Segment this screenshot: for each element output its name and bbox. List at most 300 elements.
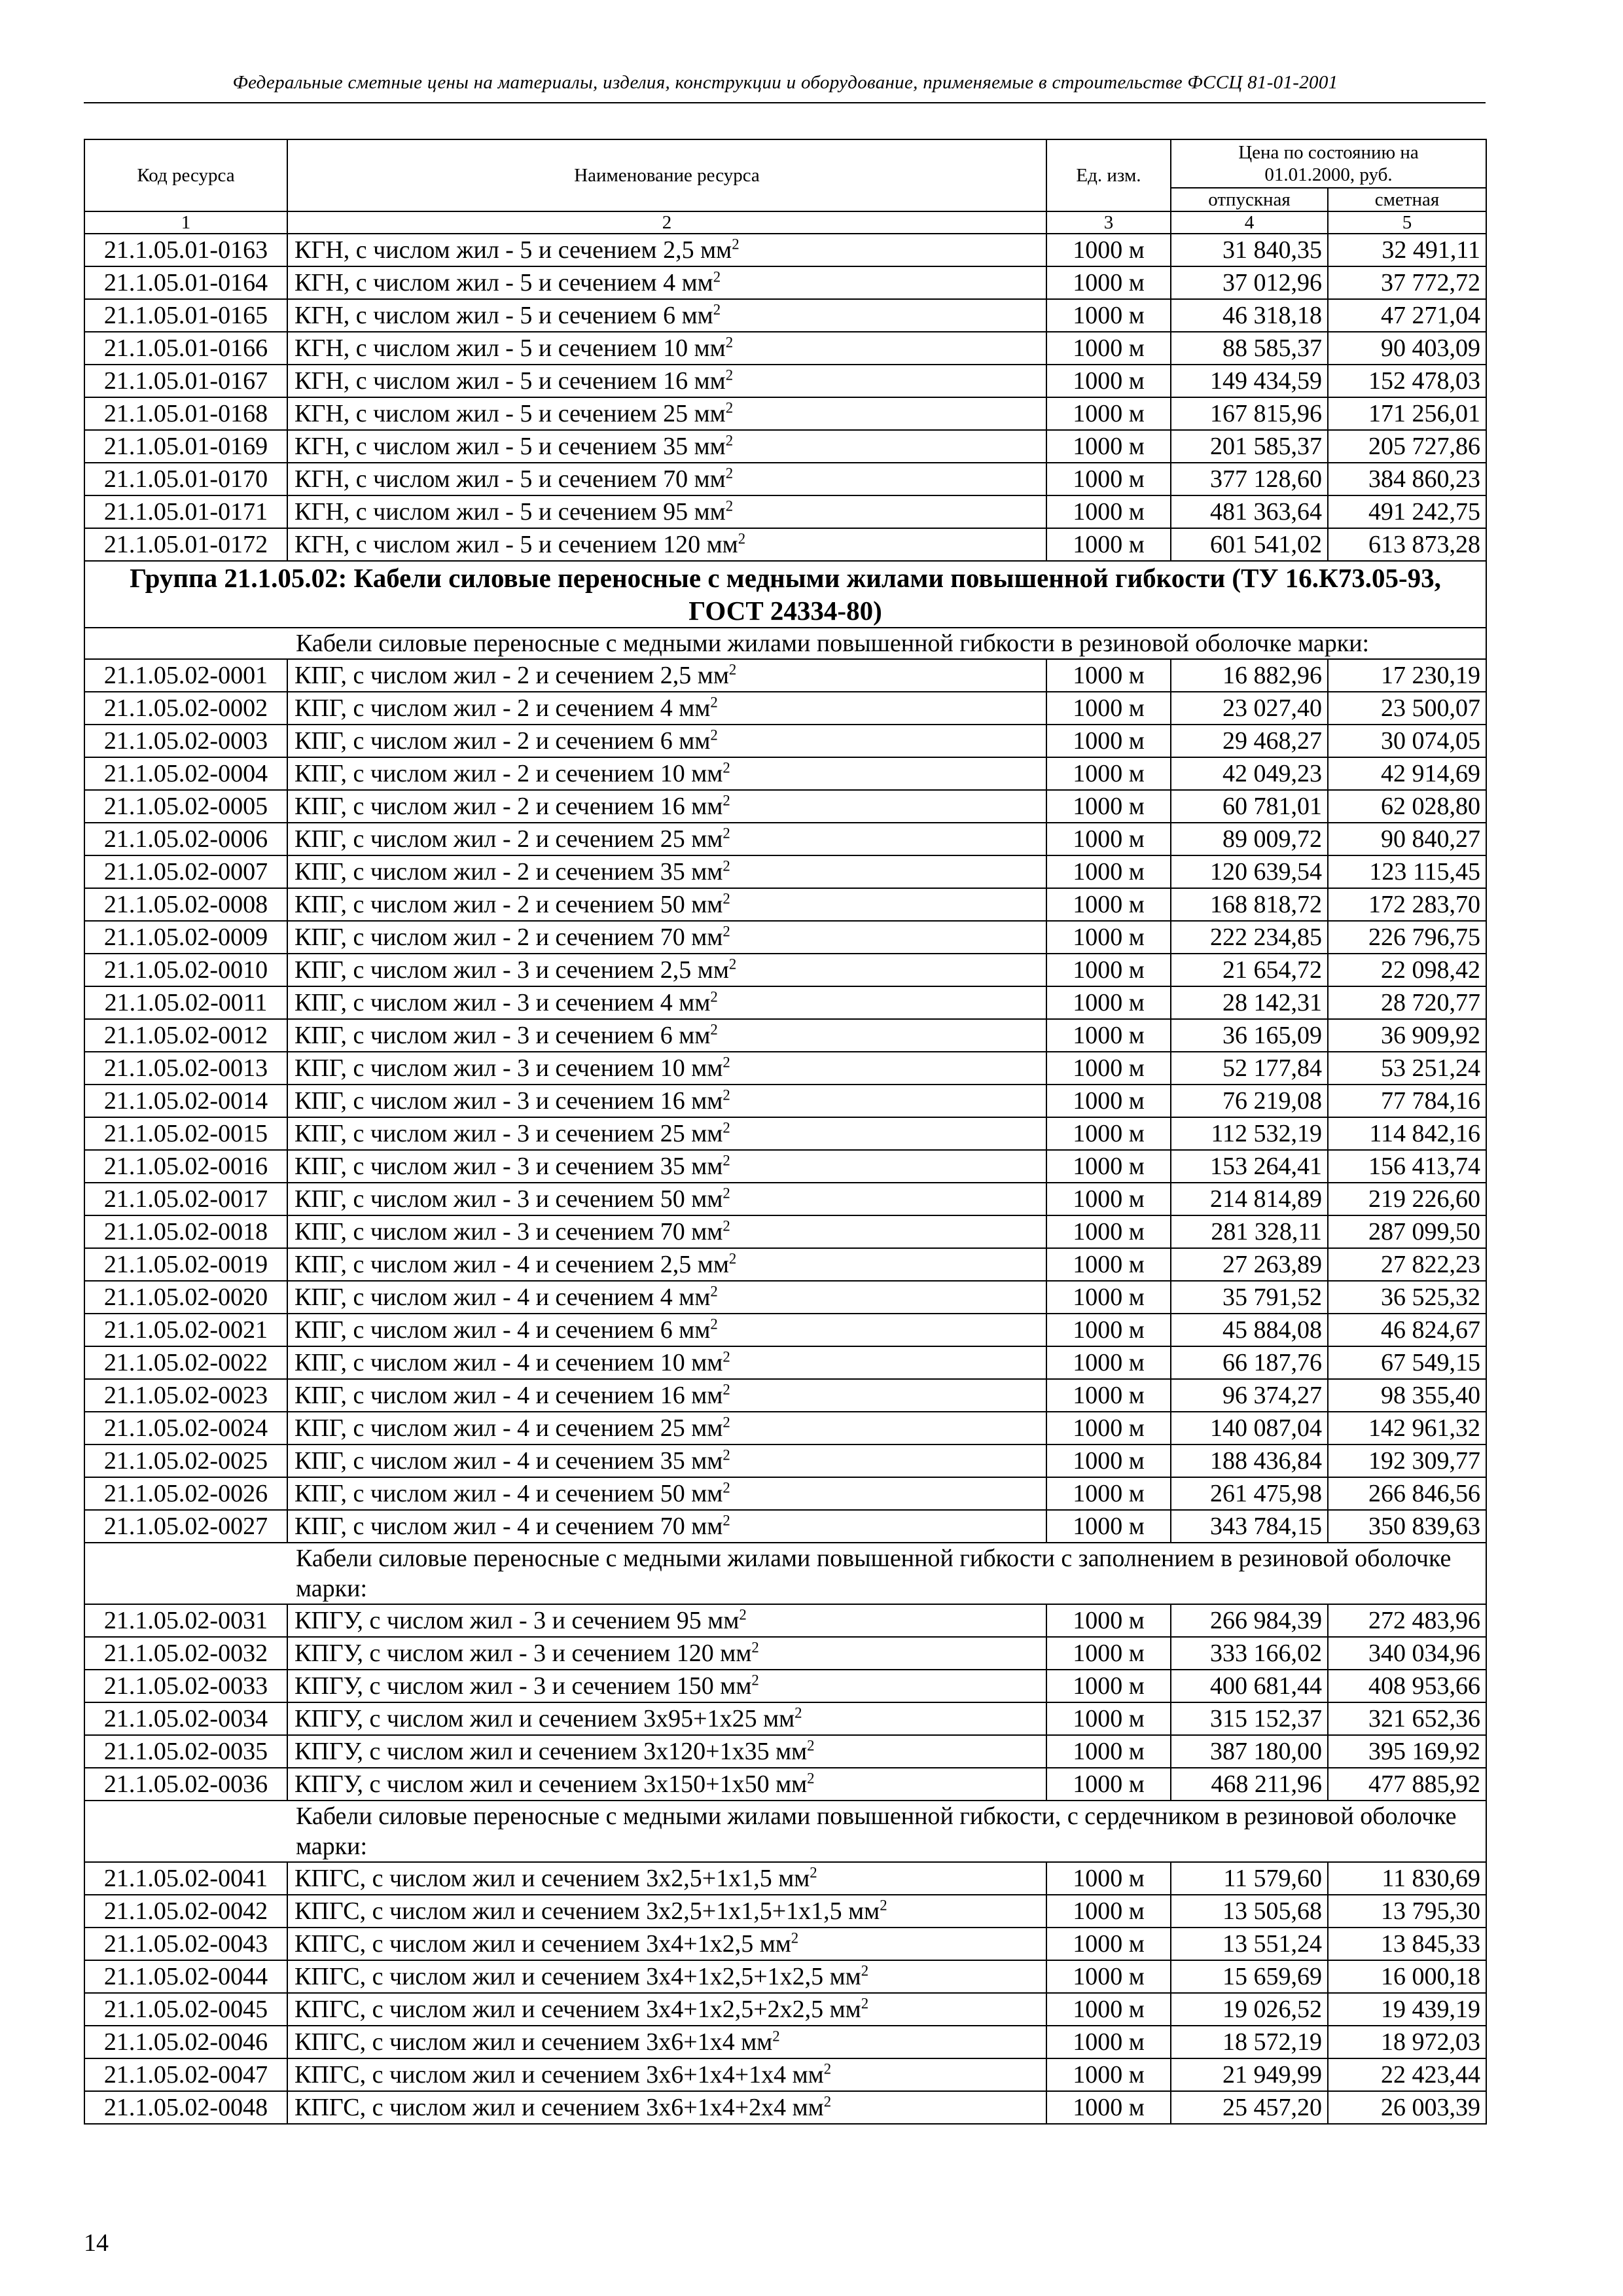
resource-code: 21.1.05.02-0004 (84, 757, 287, 790)
unit: 1000 м (1046, 1412, 1171, 1444)
resource-name (287, 528, 1046, 561)
resource-name (287, 495, 1046, 528)
unit: 1000 м (1046, 1346, 1171, 1379)
resource-name (287, 397, 1046, 430)
resource-name (287, 1670, 1046, 1702)
release-price: 88 585,37 (1171, 332, 1328, 365)
unit: 1000 м (1046, 332, 1171, 365)
table-row (84, 1150, 1486, 1183)
subgroup-title: Кабели силовые переносные с медными жилами повышенной гибкости, с сердечником в резиновой оболочке марки: (84, 1801, 1486, 1862)
resource-code: 21.1.05.02-0026 (84, 1477, 287, 1510)
resource-code: 21.1.05.02-0022 (84, 1346, 287, 1379)
unit-superscript: 2 (722, 1217, 730, 1234)
unit-superscript: 2 (725, 334, 734, 351)
resource-name-text: КПГУ, с числом жил и сечением 3х95+1х25 мм (294, 1705, 795, 1732)
unit: 1000 м (1046, 2058, 1171, 2091)
release-price: 15 659,69 (1171, 1960, 1328, 1993)
table-row (84, 790, 1486, 823)
release-price: 21 654,72 (1171, 954, 1328, 986)
unit-superscript: 2 (728, 661, 737, 678)
table-row (84, 1412, 1486, 1444)
resource-name (287, 1768, 1046, 1801)
unit: 1000 м (1046, 234, 1171, 266)
resource-name-text: КПГ, с числом жил - 2 и сечением 2,5 мм (294, 662, 729, 689)
resource-name-text: КПГС, с числом жил и сечением 3х6+1х4+2х4 мм (294, 2094, 824, 2121)
resource-name-text: КПГ, с числом жил - 2 и сечением 50 мм (294, 891, 723, 918)
unit-superscript: 2 (713, 268, 721, 285)
resource-code: 21.1.05.02-0013 (84, 1052, 287, 1085)
resource-code: 21.1.05.01-0168 (84, 397, 287, 430)
resource-code: 21.1.05.02-0046 (84, 2026, 287, 2058)
resource-code: 21.1.05.02-0002 (84, 692, 287, 725)
unit-superscript: 2 (710, 1316, 718, 1333)
unit-superscript: 2 (722, 923, 730, 940)
unit: 1000 м (1046, 1510, 1171, 1543)
table-row (84, 823, 1486, 855)
release-price: 11 579,60 (1171, 1862, 1328, 1895)
header-name: Наименование ресурса (287, 139, 1046, 211)
unit: 1000 м (1046, 921, 1171, 954)
unit-superscript: 2 (722, 759, 730, 776)
estimate-price: 22 098,42 (1328, 954, 1486, 986)
table-row (84, 1215, 1486, 1248)
resource-code: 21.1.05.02-0018 (84, 1215, 287, 1248)
column-number: 1 (84, 211, 287, 234)
release-price: 13 505,68 (1171, 1895, 1328, 1928)
unit: 1000 м (1046, 1052, 1171, 1085)
resource-code: 21.1.05.02-0016 (84, 1150, 287, 1183)
column-number: 3 (1046, 211, 1171, 234)
release-price: 45 884,08 (1171, 1314, 1328, 1346)
table-row (84, 1085, 1486, 1117)
unit-superscript: 2 (732, 236, 740, 253)
unit: 1000 м (1046, 495, 1171, 528)
resource-name (287, 921, 1046, 954)
resource-name (287, 299, 1046, 332)
resource-name (287, 1117, 1046, 1150)
release-price: 343 784,15 (1171, 1510, 1328, 1543)
table-row (84, 1248, 1486, 1281)
unit-superscript: 2 (751, 1672, 759, 1689)
unit-superscript: 2 (710, 694, 718, 711)
unit-superscript: 2 (772, 2028, 780, 2045)
resource-code: 21.1.05.02-0005 (84, 790, 287, 823)
release-price: 214 814,89 (1171, 1183, 1328, 1215)
resource-name (287, 1960, 1046, 1993)
table-row (84, 234, 1486, 266)
release-price: 66 187,76 (1171, 1346, 1328, 1379)
column-number: 5 (1328, 211, 1486, 234)
unit-superscript: 2 (722, 1119, 730, 1136)
estimate-price: 67 549,15 (1328, 1346, 1486, 1379)
resource-code: 21.1.05.01-0171 (84, 495, 287, 528)
resource-code: 21.1.05.01-0165 (84, 299, 287, 332)
unit: 1000 м (1046, 1150, 1171, 1183)
resource-code: 21.1.05.01-0167 (84, 365, 287, 397)
resource-code: 21.1.05.01-0166 (84, 332, 287, 365)
unit: 1000 м (1046, 986, 1171, 1019)
resource-name (287, 1862, 1046, 1895)
unit-superscript: 2 (722, 1381, 730, 1398)
estimate-price: 42 914,69 (1328, 757, 1486, 790)
resource-name-text: КПГ, с числом жил - 3 и сечением 10 мм (294, 1054, 723, 1082)
release-price: 18 572,19 (1171, 2026, 1328, 2058)
resource-name-text: КПГ, с числом жил - 3 и сечением 4 мм (294, 989, 711, 1016)
resource-name (287, 757, 1046, 790)
unit: 1000 м (1046, 1248, 1171, 1281)
resource-name-text: КПГ, с числом жил - 2 и сечением 6 мм (294, 727, 711, 755)
resource-code: 21.1.05.02-0036 (84, 1768, 287, 1801)
unit: 1000 м (1046, 757, 1171, 790)
unit: 1000 м (1046, 266, 1171, 299)
estimate-price: 321 652,36 (1328, 1702, 1486, 1735)
table-row (84, 430, 1486, 463)
release-price: 29 468,27 (1171, 725, 1328, 757)
resource-code: 21.1.05.02-0003 (84, 725, 287, 757)
estimate-price: 90 403,09 (1328, 332, 1486, 365)
resource-name (287, 1314, 1046, 1346)
resource-code: 21.1.05.02-0023 (84, 1379, 287, 1412)
estimate-price: 123 115,45 (1328, 855, 1486, 888)
unit: 1000 м (1046, 1895, 1171, 1928)
unit-superscript: 2 (710, 988, 718, 1005)
unit: 1000 м (1046, 790, 1171, 823)
resource-code: 21.1.05.02-0012 (84, 1019, 287, 1052)
resource-code: 21.1.05.02-0014 (84, 1085, 287, 1117)
estimate-price: 11 830,69 (1328, 1862, 1486, 1895)
unit-superscript: 2 (722, 1086, 730, 1103)
unit-superscript: 2 (794, 1704, 802, 1721)
resource-name (287, 1637, 1046, 1670)
release-price: 333 166,02 (1171, 1637, 1328, 1670)
unit-superscript: 2 (722, 1348, 730, 1365)
resource-name (287, 1379, 1046, 1412)
resource-code: 21.1.05.01-0172 (84, 528, 287, 561)
unit-superscript: 2 (722, 1185, 730, 1202)
estimate-price: 27 822,23 (1328, 1248, 1486, 1281)
unit-superscript: 2 (739, 1606, 747, 1623)
unit-superscript: 2 (823, 2093, 832, 2110)
unit-superscript: 2 (725, 367, 734, 384)
estimate-price: 156 413,74 (1328, 1150, 1486, 1183)
resource-code: 21.1.05.02-0031 (84, 1604, 287, 1637)
resource-name-text: КПГС, с числом жил и сечением 3х2,5+1х1,5 мм (294, 1865, 810, 1892)
unit: 1000 м (1046, 725, 1171, 757)
estimate-price: 36 909,92 (1328, 1019, 1486, 1052)
table-row (84, 332, 1486, 365)
estimate-price: 13 845,33 (1328, 1928, 1486, 1960)
resource-code: 21.1.05.02-0009 (84, 921, 287, 954)
resource-name-text: КПГУ, с числом жил и сечением 3х150+1х50 мм (294, 1770, 808, 1798)
release-price: 28 142,31 (1171, 986, 1328, 1019)
release-price: 468 211,96 (1171, 1768, 1328, 1801)
estimate-price: 17 230,19 (1328, 659, 1486, 692)
estimate-price: 30 074,05 (1328, 725, 1486, 757)
resource-code: 21.1.05.02-0019 (84, 1248, 287, 1281)
resource-name-text: КПГ, с числом жил - 3 и сечением 35 мм (294, 1153, 723, 1180)
resource-code: 21.1.05.02-0001 (84, 659, 287, 692)
resource-name-text: КПГ, с числом жил - 2 и сечением 25 мм (294, 825, 723, 853)
table-row (84, 888, 1486, 921)
table-row (84, 1314, 1486, 1346)
resource-name (287, 1085, 1046, 1117)
unit-superscript: 2 (725, 432, 734, 449)
table-row (84, 1052, 1486, 1085)
estimate-price: 32 491,11 (1328, 234, 1486, 266)
table-row (84, 299, 1486, 332)
release-price: 481 363,64 (1171, 495, 1328, 528)
column-number: 2 (287, 211, 1046, 234)
resource-name (287, 332, 1046, 365)
release-price: 13 551,24 (1171, 1928, 1328, 1960)
estimate-price: 384 860,23 (1328, 463, 1486, 495)
subgroup-row (84, 1801, 1486, 1862)
resource-name-text: КПГ, с числом жил - 3 и сечением 25 мм (294, 1120, 723, 1147)
unit-superscript: 2 (751, 1639, 759, 1656)
unit-superscript: 2 (722, 890, 730, 907)
estimate-price: 219 226,60 (1328, 1183, 1486, 1215)
resource-name-text: КПГС, с числом жил и сечением 3х4+1х2,5 мм (294, 1930, 791, 1958)
unit: 1000 м (1046, 692, 1171, 725)
unit-superscript: 2 (722, 1414, 730, 1431)
table-row (84, 266, 1486, 299)
price-table (84, 139, 1487, 2125)
estimate-price: 171 256,01 (1328, 397, 1486, 430)
resource-name-text: КГН, с числом жил - 5 и сечением 120 мм (294, 531, 738, 558)
resource-code: 21.1.05.02-0027 (84, 1510, 287, 1543)
group-title: Группа 21.1.05.02: Кабели силовые переносные с медными жилами повышенной гибкости (ТУ 16.К73.05-93, ГОСТ 24334-80) (84, 561, 1486, 628)
table-row (84, 1928, 1486, 1960)
estimate-price: 16 000,18 (1328, 1960, 1486, 1993)
resource-name-text: КПГ, с числом жил - 4 и сечением 6 мм (294, 1316, 711, 1344)
estimate-price: 477 885,92 (1328, 1768, 1486, 1801)
unit: 1000 м (1046, 430, 1171, 463)
table-row (84, 1346, 1486, 1379)
resource-name (287, 1150, 1046, 1183)
resource-name (287, 2058, 1046, 2091)
release-price: 261 475,98 (1171, 1477, 1328, 1510)
unit-superscript: 2 (725, 497, 734, 514)
resource-name-text: КГН, с числом жил - 5 и сечением 16 мм (294, 367, 726, 395)
release-price: 96 374,27 (1171, 1379, 1328, 1412)
resource-code: 21.1.05.02-0048 (84, 2091, 287, 2124)
release-price: 140 087,04 (1171, 1412, 1328, 1444)
header-rule (84, 102, 1486, 103)
unit: 1000 м (1046, 1993, 1171, 2026)
release-price: 27 263,89 (1171, 1248, 1328, 1281)
estimate-price: 192 309,77 (1328, 1444, 1486, 1477)
resource-name (287, 986, 1046, 1019)
resource-name-text: КГН, с числом жил - 5 и сечением 10 мм (294, 334, 726, 362)
subgroup-row (84, 628, 1486, 659)
unit: 1000 м (1046, 2091, 1171, 2124)
table-row (84, 1993, 1486, 2026)
release-price: 35 791,52 (1171, 1281, 1328, 1314)
resource-name-text: КПГС, с числом жил и сечением 3х4+1х2,5+2х2,5 мм (294, 1996, 861, 2023)
resource-name-text: КГН, с числом жил - 5 и сечением 25 мм (294, 400, 726, 427)
estimate-price: 205 727,86 (1328, 430, 1486, 463)
resource-name-text: КПГ, с числом жил - 3 и сечением 70 мм (294, 1218, 723, 1246)
resource-name-text: КПГ, с числом жил - 4 и сечением 50 мм (294, 1480, 723, 1507)
resource-code: 21.1.05.02-0034 (84, 1702, 287, 1735)
unit: 1000 м (1046, 1085, 1171, 1117)
table-row (84, 2026, 1486, 2058)
resource-code: 21.1.05.02-0033 (84, 1670, 287, 1702)
estimate-price: 287 099,50 (1328, 1215, 1486, 1248)
resource-name-text: КПГС, с числом жил и сечением 3х6+1х4+1х4 мм (294, 2061, 824, 2089)
release-price: 281 328,11 (1171, 1215, 1328, 1248)
release-price: 315 152,37 (1171, 1702, 1328, 1735)
resource-name (287, 1248, 1046, 1281)
subgroup-row (84, 1543, 1486, 1604)
release-price: 266 984,39 (1171, 1604, 1328, 1637)
resource-name-text: КПГС, с числом жил и сечением 3х2,5+1х1,5+1х1,5 мм (294, 1897, 880, 1925)
resource-code: 21.1.05.01-0170 (84, 463, 287, 495)
header-unit: Ед. изм. (1046, 139, 1171, 211)
resource-name (287, 954, 1046, 986)
unit: 1000 м (1046, 463, 1171, 495)
resource-code: 21.1.05.02-0042 (84, 1895, 287, 1928)
release-price: 21 949,99 (1171, 2058, 1328, 2091)
resource-code: 21.1.05.02-0047 (84, 2058, 287, 2091)
table-row (84, 855, 1486, 888)
resource-name (287, 1215, 1046, 1248)
release-price: 16 882,96 (1171, 659, 1328, 692)
unit: 1000 м (1046, 1862, 1171, 1895)
unit: 1000 м (1046, 1702, 1171, 1735)
resource-code: 21.1.05.02-0010 (84, 954, 287, 986)
table-row (84, 954, 1486, 986)
unit-superscript: 2 (722, 1054, 730, 1071)
resource-name-text: КПГ, с числом жил - 4 и сечением 10 мм (294, 1349, 723, 1376)
table-row (84, 757, 1486, 790)
unit-superscript: 2 (728, 956, 737, 973)
resource-name-text: КПГУ, с числом жил - 3 и сечением 95 мм (294, 1607, 740, 1634)
release-price: 153 264,41 (1171, 1150, 1328, 1183)
unit: 1000 м (1046, 1183, 1171, 1215)
table-header-row (84, 139, 1486, 188)
estimate-price: 613 873,28 (1328, 528, 1486, 561)
table-row (84, 1862, 1486, 1895)
estimate-price: 90 840,27 (1328, 823, 1486, 855)
resource-name-text: КПГ, с числом жил - 3 и сечением 16 мм (294, 1087, 723, 1115)
resource-name (287, 790, 1046, 823)
unit-superscript: 2 (722, 1446, 730, 1463)
table-row (84, 1281, 1486, 1314)
unit: 1000 м (1046, 1215, 1171, 1248)
table-row (84, 1960, 1486, 1993)
running-header: Федеральные сметные цены на материалы, изделия, конструкции и оборудование, применяемые в строительстве ФССЦ 81-01-2001 (232, 72, 1338, 93)
table-row (84, 659, 1486, 692)
resource-name-text: КПГ, с числом жил - 4 и сечением 35 мм (294, 1447, 723, 1475)
resource-name (287, 855, 1046, 888)
resource-name (287, 266, 1046, 299)
resource-name-text: КПГ, с числом жил - 3 и сечением 2,5 мм (294, 956, 729, 984)
estimate-price: 408 953,66 (1328, 1670, 1486, 1702)
unit-superscript: 2 (722, 792, 730, 809)
unit: 1000 м (1046, 528, 1171, 561)
unit-superscript: 2 (722, 1479, 730, 1496)
header-code: Код ресурса (84, 139, 287, 211)
resource-code: 21.1.05.02-0017 (84, 1183, 287, 1215)
resource-code: 21.1.05.02-0041 (84, 1862, 287, 1895)
unit: 1000 м (1046, 823, 1171, 855)
resource-name-text: КПГ, с числом жил - 3 и сечением 50 мм (294, 1185, 723, 1213)
resource-name-text: КПГ, с числом жил - 4 и сечением 4 мм (294, 1283, 711, 1311)
group-heading-row (84, 561, 1486, 628)
estimate-price: 19 439,19 (1328, 1993, 1486, 2026)
table-row (84, 1019, 1486, 1052)
table-row (84, 2058, 1486, 2091)
release-price: 76 219,08 (1171, 1085, 1328, 1117)
estimate-price: 491 242,75 (1328, 495, 1486, 528)
unit-superscript: 2 (880, 1897, 887, 1914)
table-row (84, 1735, 1486, 1768)
resource-name-text: КПГ, с числом жил - 2 и сечением 16 мм (294, 793, 723, 820)
resource-name (287, 1281, 1046, 1314)
estimate-price: 62 028,80 (1328, 790, 1486, 823)
unit-superscript: 2 (807, 1737, 815, 1754)
resource-code: 21.1.05.02-0025 (84, 1444, 287, 1477)
release-price: 167 815,96 (1171, 397, 1328, 430)
unit: 1000 м (1046, 1314, 1171, 1346)
table-row (84, 1702, 1486, 1735)
resource-name (287, 463, 1046, 495)
table-row (84, 1637, 1486, 1670)
subgroup-title: Кабели силовые переносные с медными жилами повышенной гибкости в резиновой оболочке марки: (84, 628, 1486, 659)
release-price: 377 128,60 (1171, 463, 1328, 495)
resource-name-text: КПГ, с числом жил - 4 и сечением 25 мм (294, 1414, 723, 1442)
release-price: 149 434,59 (1171, 365, 1328, 397)
resource-name (287, 1052, 1046, 1085)
unit: 1000 м (1046, 1735, 1171, 1768)
release-price: 36 165,09 (1171, 1019, 1328, 1052)
estimate-price: 142 961,32 (1328, 1412, 1486, 1444)
resource-code: 21.1.05.02-0021 (84, 1314, 287, 1346)
resource-name (287, 1346, 1046, 1379)
release-price: 601 541,02 (1171, 528, 1328, 561)
resource-name-text: КПГ, с числом жил - 4 и сечением 16 мм (294, 1382, 723, 1409)
unit: 1000 м (1046, 1444, 1171, 1477)
resource-name (287, 1183, 1046, 1215)
table-row (84, 1768, 1486, 1801)
release-price: 89 009,72 (1171, 823, 1328, 855)
resource-name (287, 1510, 1046, 1543)
resource-name-text: КПГ, с числом жил - 4 и сечением 70 мм (294, 1513, 723, 1540)
unit: 1000 м (1046, 1281, 1171, 1314)
estimate-price: 226 796,75 (1328, 921, 1486, 954)
header-price: Цена по состоянию на 01.01.2000, руб. (1171, 139, 1486, 188)
resource-name-text: КПГУ, с числом жил - 3 и сечением 120 мм (294, 1640, 752, 1667)
estimate-price: 53 251,24 (1328, 1052, 1486, 1085)
unit: 1000 м (1046, 1670, 1171, 1702)
resource-name-text: КГН, с числом жил - 5 и сечением 95 мм (294, 498, 726, 526)
unit-superscript: 2 (713, 301, 721, 318)
unit-superscript: 2 (722, 857, 730, 874)
unit: 1000 м (1046, 1960, 1171, 1993)
resource-name (287, 234, 1046, 266)
resource-name-text: КПГ, с числом жил - 2 и сечением 70 мм (294, 924, 723, 951)
release-price: 19 026,52 (1171, 1993, 1328, 2026)
resource-code: 21.1.05.02-0006 (84, 823, 287, 855)
estimate-price: 13 795,30 (1328, 1895, 1486, 1928)
release-price: 201 585,37 (1171, 430, 1328, 463)
unit: 1000 м (1046, 888, 1171, 921)
header-release-price: отпускная (1171, 188, 1328, 211)
estimate-price: 152 478,03 (1328, 365, 1486, 397)
estimate-price: 272 483,96 (1328, 1604, 1486, 1637)
estimate-price: 340 034,96 (1328, 1637, 1486, 1670)
